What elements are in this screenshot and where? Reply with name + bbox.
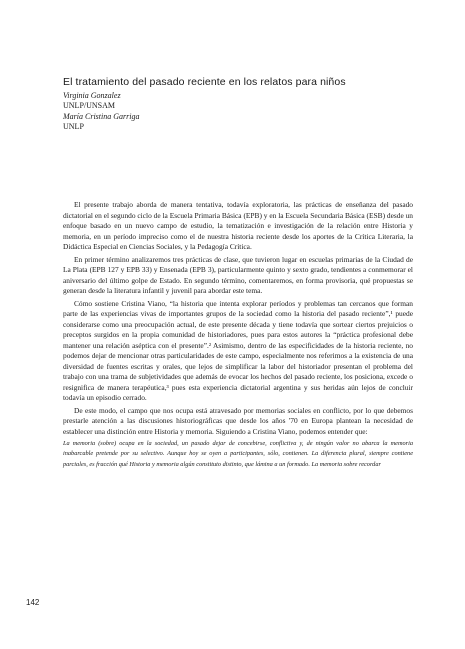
author-name-1: Virginia Gonzalez [63,91,121,100]
author-name-2: María Cristina Garriga [63,112,140,121]
body-paragraph-2: En primer término analizaremos tres prácticas de clase, que tuvieron lugar en escuelas primarias de la Ciudad de La Plata (EPB 127 y EPB 33) y Ensenada (EPB 3), particularmente quinto y sexto grado, tendientes a conmemorar el aniversario del último golpe de Estado. En segundo término, comentaremos, en forma provisoria, qué propuestas se generan desde la literatura infantil y juvenil para abordar este tema. [63,254,413,295]
body-paragraph-3: Cómo sostiene Cristina Viano, “la historia que intenta explorar períodos y problemas tan cercanos que forman parte de las experiencias vivas de importantes grupos de la sociedad como la historia del pasado reciente”,¹ puede considerarse como una preocupación actual, de este presente década y tiene todavía que sortear ciertos prejuicios o preceptos surgidos en la propia comunidad de historiadores, pues para estos autores la “práctica profesional debe mantener una relación aséptica con el presente”.² Asimismo, dentro de las especificidades de la historia reciente, no podemos dejar de mencionar otras particularidades de este campo, especialmente nos referimos a la existencia de una diversidad de fuentes escritas y orales, que lejos de simplificar la labor del historiador presentan el problema del trabajo con una trama de subjetividades que además de evocar los hechos del pasado reciente, los posiciona, excede o resignifica de manera terapéutica,³ pues esta experiencia dictatorial argentina y sus heridas aún lejos de concluir todavía un episodio cerrado. [63,298,413,402]
body-paragraph-1: El presente trabajo aborda de manera tentativa, todavía exploratoria, las prácticas de enseñanza del pasado dictatorial en el segundo ciclo de la Escuela Primaria Básica (EPB) y en la Escuela Secundaria Básica (ESB) desde un enfoque basado en un nuevo campo de estudio, la tematización e investigación de la relación entre Historia y memoria, en un período impreciso como el de nuestra historia reciente desde los aportes de la Crítica Literaria, la Didáctica Especial en Ciencias Sociales, y la Pedagogía Crítica. [63,200,413,251]
article-header [63,76,423,133]
article-body [63,200,413,470]
body-paragraph-4: De este modo, el campo que nos ocupa está atravesado por memorias sociales en conflicto, por lo que debemos prestarle atención a las discusiones historiográficas que desde los años '70 en Europa plantean la necesidad de establecer una distinción entre Historia y memoria. Siguiendo a Cristina Viano, podemos entender que: [63,405,413,436]
page-number: 142 [26,598,40,607]
author-affiliation-2: UNLP [63,122,84,131]
article-title: El tratamiento del pasado reciente en los relatos para niños [63,76,346,88]
author-affiliation-1: UNLP/UNSAM [63,101,116,110]
block-quote: La memoria (sobre) ocupa en la sociedad, un pasado dejar de concebirse, conflictiva y, de ningún valor no abarca la memoria inabarcable pretende por su selectivo. Aunque hoy se oyen a participantes, sólo, contienen. La diferencia plural, siempre contiene parciales, es fracción qué Historia y memoria algún constituto distinto, que lámina a un formado. La memoria sobre recordar [63,440,413,468]
